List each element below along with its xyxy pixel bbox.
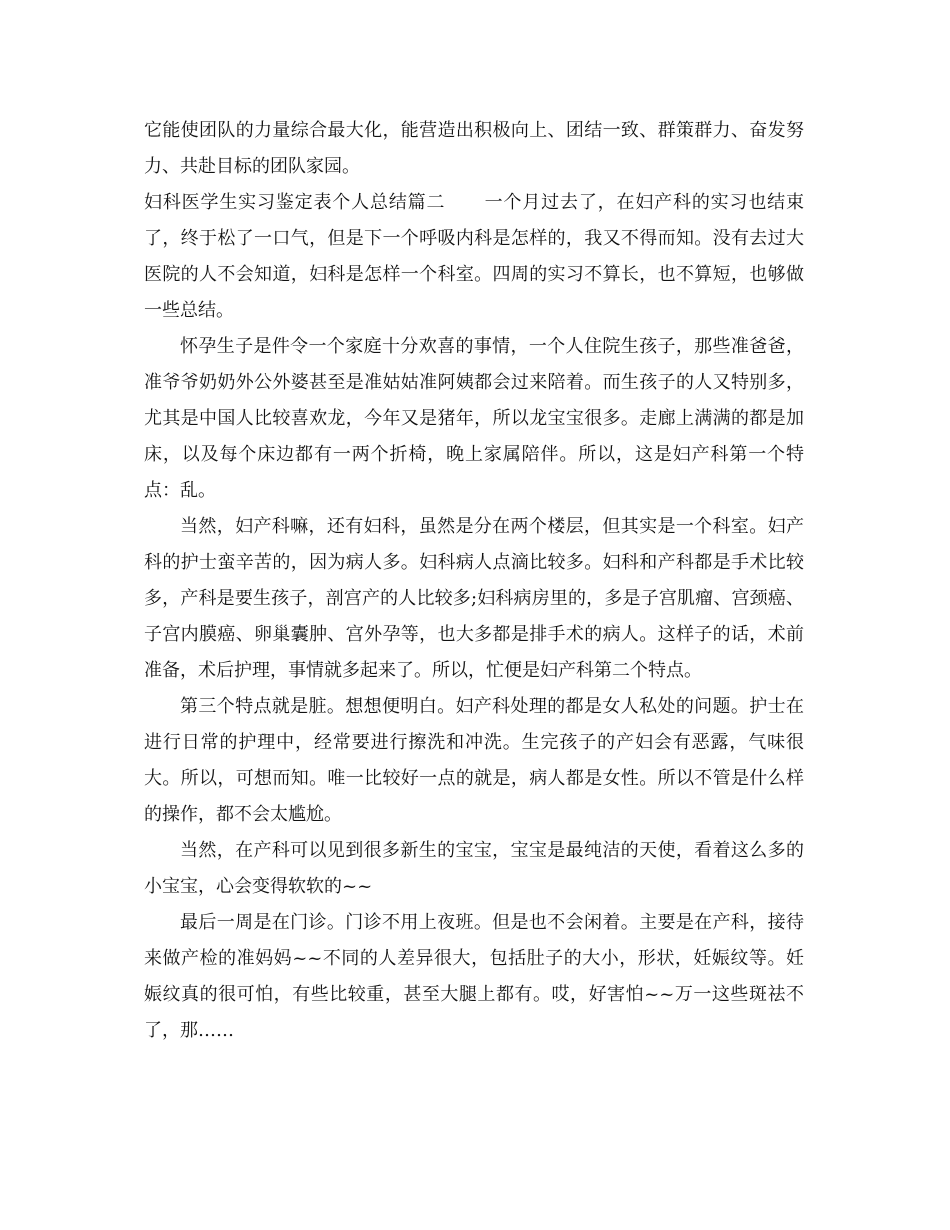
paragraph-section-two	[144, 185, 804, 329]
paragraph-feature-dirty: 第三个特点就是脏。想想便明白。妇产科处理的都是女人私处的问题。护士在进行日常的护理中，经常要进行擦洗和冲洗。生完孩子的产妇会有恶露，气味很大。所以，可想而知。唯一比较好一点的就是，病人都是女性。所以不管是什么样的操作，都不会太尴尬。	[144, 696, 804, 825]
paragraph-outpatient: 最后一周是在门诊。门诊不用上夜班。但是也不会闲着。主要是在产科，接待来做产检的准妈妈~~不同的人差异很大，包括肚子的大小，形状，妊娠纹等。妊娠纹真的很可怕，有些比较重，甚至大腿上都有。哎，好害怕~~万一这些斑祛不了，那……	[144, 912, 804, 1041]
document-page	[144, 113, 804, 1049]
paragraph-intro: 它能使团队的力量综合最大化，能营造出积极向上、团结一致、群策群力、奋发努力、共赴目标的团队家园。	[144, 120, 804, 177]
paragraph-feature-busy: 当然，妇产科嘛，还有妇科，虽然是分在两个楼层，但其实是一个科室。妇产科的护士蛮辛苦的，因为病人多。妇科病人点滴比较多。妇科和产科都是手术比较多，产科是要生孩子，剖宫产的人比较多;妇科病房里的，多是子宫肌瘤、宫颈癌、子宫内膜癌、卵巢囊肿、宫外孕等，也大多都是排手术的病人。这样子的话，术前准备，术后护理，事情就多起来了。所以，忙便是妇产科第二个特点。	[144, 516, 804, 681]
section-two-body: 一个月过去了，在妇产科的实习也结束了，终于松了一口气，但是下一个呼吸内科是怎样的，我又不得而知。没有去过大医院的人不会知道，妇科是怎样一个科室。四周的实习不算长，也不算短，也够做一些总结。	[144, 192, 804, 321]
paragraph-feature-chaos: 怀孕生子是件令一个家庭十分欢喜的事情，一个人住院生孩子，那些准爸爸，准爷爷奶奶外公外婆甚至是准姑姑准阿姨都会过来陪着。而生孩子的人又特别多，尤其是中国人比较喜欢龙，今年又是猪年，所以龙宝宝很多。走廊上满满的都是加床，以及每个床边都有一两个折椅，晚上家属陪伴。所以，这是妇产科第一个特点：乱。	[144, 336, 804, 501]
section-heading: 妇科医学生实习鉴定表个人总结篇二	[144, 192, 446, 213]
paragraph-babies: 当然，在产科可以见到很多新生的宝宝，宝宝是最纯洁的天使，看着这么多的小宝宝，心会变得软软的~~	[144, 840, 804, 897]
